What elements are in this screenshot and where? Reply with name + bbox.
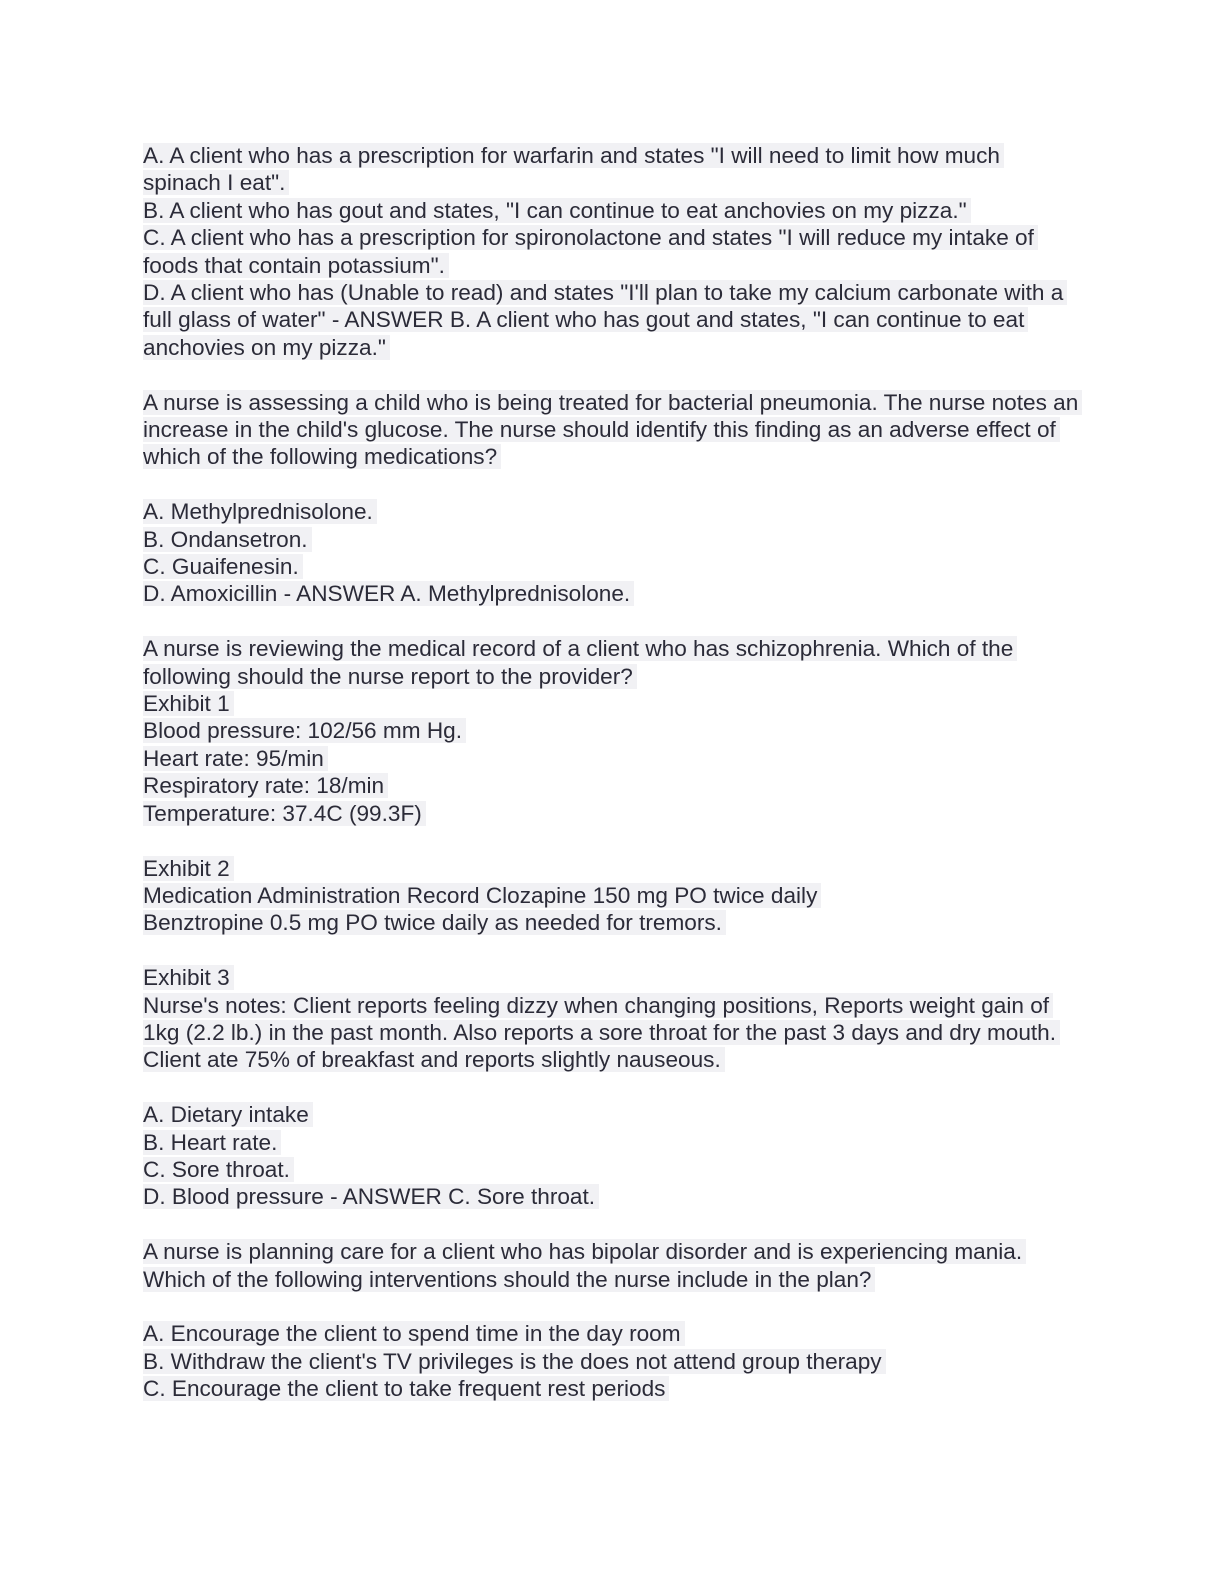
q2-question: A nurse is assessing a child who is being treated for bacterial pneumonia. The nurse notes an increase in the child's glucose. The nurse should identify this finding as an adverse effect of which of the following medications? — [143, 389, 1083, 471]
document-page — [143, 142, 1083, 1403]
q2-option-d-answer: D. Amoxicillin - ANSWER A. Methylprednisolone. — [143, 580, 1083, 607]
q3-question: A nurse is reviewing the medical record of a client who has schizophrenia. Which of the following should the nurse report to the provider? — [143, 635, 1083, 690]
q4-question: A nurse is planning care for a client who has bipolar disorder and is experiencing mania. Which of the following interventions should the nurse include in the plan? — [143, 1238, 1083, 1293]
q2-option-c: C. Guaifenesin. — [143, 553, 1083, 580]
q4-option-a: A. Encourage the client to spend time in the day room — [143, 1320, 1083, 1347]
exhibit-3-title: Exhibit 3 — [143, 964, 1083, 991]
paragraph-gap — [143, 471, 1083, 498]
paragraph-gap — [143, 1074, 1083, 1101]
paragraph-gap — [143, 1293, 1083, 1320]
paragraph-gap — [143, 608, 1083, 635]
q3-option-d-answer: D. Blood pressure - ANSWER C. Sore throat. — [143, 1183, 1083, 1210]
paragraph-gap — [143, 1211, 1083, 1238]
q3-option-a: A. Dietary intake — [143, 1101, 1083, 1128]
q1-option-a: A. A client who has a prescription for warfarin and states "I will need to limit how much spinach I eat". — [143, 142, 1083, 197]
q4-option-c: C. Encourage the client to take frequent rest periods — [143, 1375, 1083, 1402]
q3-option-c: C. Sore throat. — [143, 1156, 1083, 1183]
exhibit-2-clozapine: Medication Administration Record Clozapine 150 mg PO twice daily — [143, 882, 1083, 909]
exhibit-1-respiratory-rate: Respiratory rate: 18/min — [143, 772, 1083, 799]
paragraph-gap — [143, 937, 1083, 964]
paragraph-gap — [143, 827, 1083, 854]
q1-option-b: B. A client who has gout and states, "I can continue to eat anchovies on my pizza." — [143, 197, 1083, 224]
q1-option-d-answer: D. A client who has (Unable to read) and states "I'll plan to take my calcium carbonate with a full glass of water" - ANSWER B. A client who has gout and states, "I can continue to eat anchovies on my pizza." — [143, 279, 1083, 361]
exhibit-2-title: Exhibit 2 — [143, 855, 1083, 882]
exhibit-1-heart-rate: Heart rate: 95/min — [143, 745, 1083, 772]
paragraph-gap — [143, 361, 1083, 388]
exhibit-3-nurses-notes: Nurse's notes: Client reports feeling dizzy when changing positions, Reports weight gain of 1kg (2.2 lb.) in the past month. Also reports a sore throat for the past 3 days and dry mouth. Client ate 75% of breakfast and reports slightly nauseous. — [143, 992, 1083, 1074]
exhibit-1-blood-pressure: Blood pressure: 102/56 mm Hg. — [143, 717, 1083, 744]
exhibit-2-benztropine: Benztropine 0.5 mg PO twice daily as needed for tremors. — [143, 909, 1083, 936]
exhibit-1-temperature: Temperature: 37.4C (99.3F) — [143, 800, 1083, 827]
q1-option-c: C. A client who has a prescription for spironolactone and states "I will reduce my intake of foods that contain potassium". — [143, 224, 1083, 279]
q2-option-a: A. Methylprednisolone. — [143, 498, 1083, 525]
q3-option-b: B. Heart rate. — [143, 1129, 1083, 1156]
q2-option-b: B. Ondansetron. — [143, 526, 1083, 553]
q4-option-b: B. Withdraw the client's TV privileges is the does not attend group therapy — [143, 1348, 1083, 1375]
exhibit-1-title: Exhibit 1 — [143, 690, 1083, 717]
